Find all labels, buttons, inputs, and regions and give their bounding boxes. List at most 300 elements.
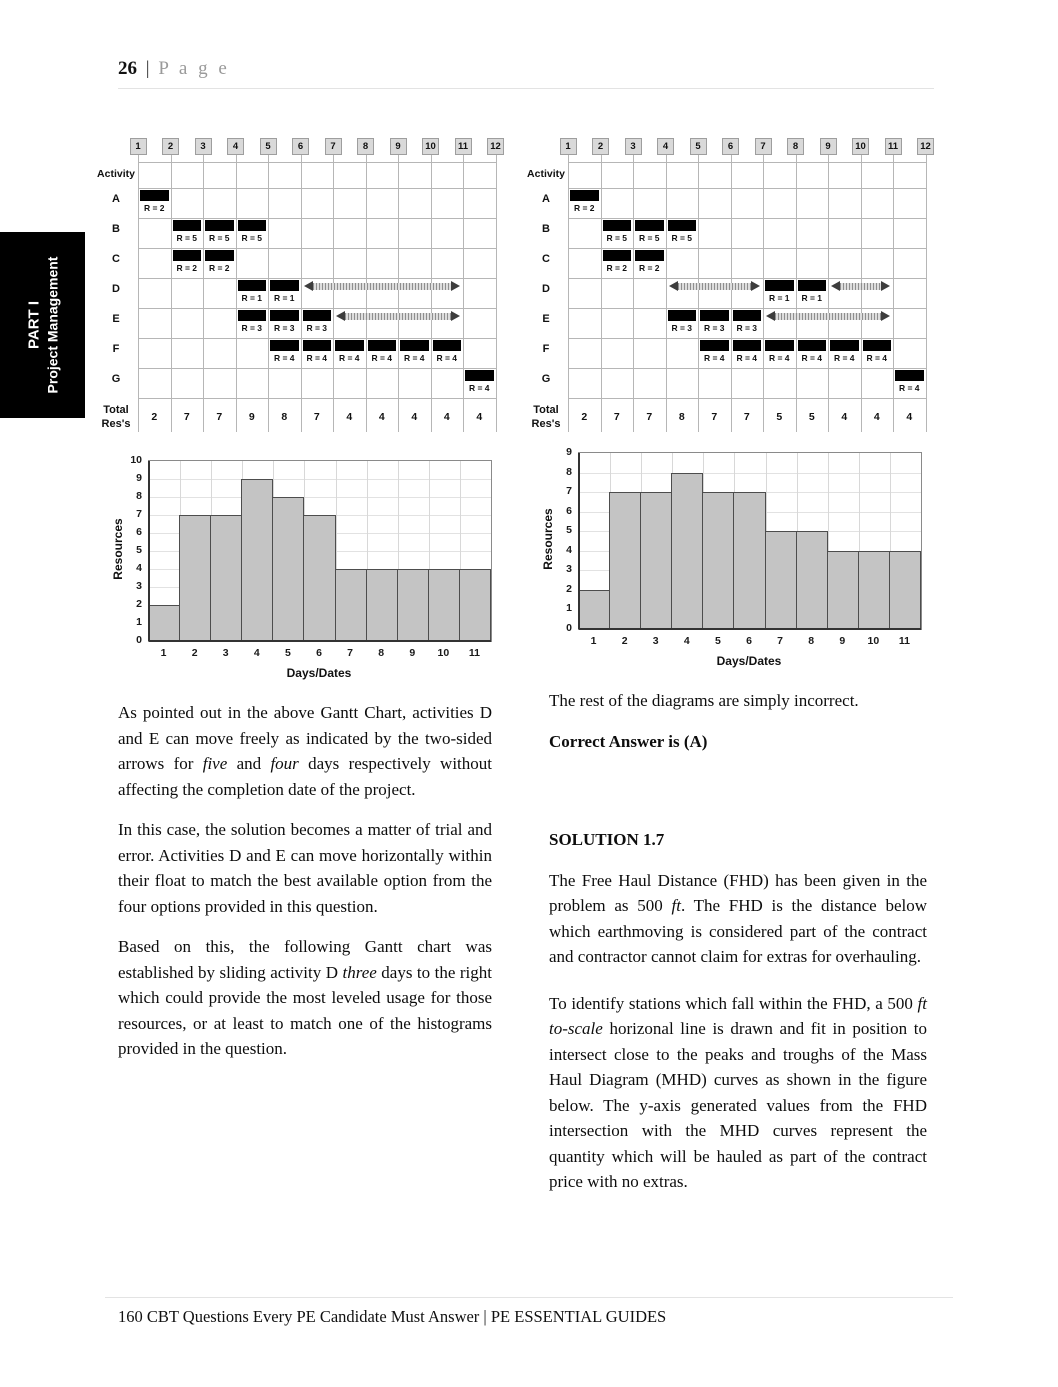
gantt-gridline-vertical [731,155,732,432]
gantt-bar-resource-label: R = 2 [204,263,235,273]
gantt-gridline-vertical [861,155,862,432]
gantt-bar-resource-label: R = 3 [699,323,730,333]
gantt-bar-resource-label: R = 1 [764,293,795,303]
gantt-activity-name: C [112,253,120,265]
gantt-bar-resource-label: R = 1 [797,293,828,303]
gantt-chart-original [94,136,516,436]
gantt-totals-label-line: Total [533,404,559,416]
y-axis-tick-label: 3 [136,580,142,592]
gantt-bar-resource-label: R = 4 [797,353,828,363]
histogram-bar [796,531,828,629]
gantt-day-label: 12 [917,138,934,155]
body-text: days to the right which could provide the most leveled usage for those resources, or at least to match one of the histograms provided in the question. [118,962,492,1058]
body-paragraph [118,700,492,802]
gantt-float-arrow [766,310,890,322]
gantt-gridline-vertical [828,155,829,432]
left-text-column [118,700,492,1077]
gantt-bar-segment [140,190,169,201]
gantt-activity-name: G [541,373,551,385]
arrow-right-head [751,281,760,291]
gantt-gridline-vertical [366,155,367,432]
body-text: In this case, the solution becomes a matter of trial and error. Activities D and E can move horizontally within their float to match the best available option from the four options provided in this question. [118,820,492,916]
gantt-activity-name: D [112,283,120,295]
gantt-total-value: 5 [776,411,783,423]
gantt-gridline-vertical [333,155,334,432]
x-axis-tick-label: 6 [746,635,752,647]
body-paragraph [118,934,492,1062]
body-text: Based on this, the following Gantt chart was established by sliding activity D [118,937,492,982]
y-axis-tick-label: 8 [136,490,142,502]
gantt-bar-segment [603,250,632,261]
gantt-bar-resource-label: R = 5 [634,233,665,243]
arrow-hatched-band [840,283,881,290]
gantt-bar-resource-label: R = 4 [699,353,730,363]
gantt-bar-resource-label: R = 2 [139,203,170,213]
histogram-bar [303,515,335,641]
gantt-activity-name: G [111,373,121,385]
gantt-gridline-horizontal [138,188,496,189]
gantt-totals-label-line: Total [103,404,129,416]
page-footer [105,1297,953,1327]
histogram-bar [827,551,859,629]
page-number: 26 [118,58,137,79]
y-axis-tick-label: 7 [566,485,572,498]
histogram-bar [397,569,429,641]
gantt-gridline-vertical [698,155,699,432]
histogram-bar [428,569,460,641]
x-axis-tick-label: 2 [191,647,198,659]
resource-histogram-original [96,450,508,695]
y-axis-tick-label: 5 [566,524,572,537]
arrow-left-head [766,311,775,321]
gantt-bar-resource-label: R = 4 [302,353,333,363]
gantt-bar-resource-label: R = 5 [204,233,235,243]
y-axis-tick-label: 5 [136,544,142,556]
gantt-bar-resource-label: R = 3 [667,323,698,333]
gantt-bar-segment [400,340,429,351]
gantt-activity-name: E [542,313,550,325]
x-axis-tick-label: 10 [437,647,450,659]
gantt-bar-segment [635,220,664,231]
gantt-activity-name: A [112,193,120,205]
gantt-bar-segment [635,250,664,261]
gantt-bar-segment [700,340,729,351]
gantt-bar-segment [733,340,762,351]
histogram-bar [702,492,734,629]
gantt-day-label: 8 [787,138,804,155]
x-axis-tick-label: 5 [714,635,721,647]
gantt-gridline-vertical [601,155,602,432]
gantt-day-label: 4 [657,138,674,155]
gantt-total-value: 7 [216,411,223,423]
gantt-totals-label [524,403,568,431]
gantt-day-label: 7 [325,138,342,155]
gantt-day-label: 9 [820,138,837,155]
gantt-bar-resource-label: R = 1 [269,293,300,303]
gantt-bar-segment [668,310,697,321]
gantt-bar-segment [570,190,599,201]
gantt-day-label: 3 [625,138,642,155]
gantt-bar-segment [270,310,299,321]
gantt-total-value: 4 [443,411,450,423]
gantt-bar-resource-label: R = 3 [732,323,763,333]
footer-text: 160 CBT Questions Every PE Candidate Must Answer | PE ESSENTIAL GUIDES [118,1307,667,1326]
italic-text: ft [671,896,681,915]
gantt-bar-resource-label: R = 2 [569,203,600,213]
histogram-bar [210,515,242,641]
gantt-total-value: 4 [476,411,483,423]
x-axis-tick-label: 9 [409,647,416,659]
body-text: horizonal line is drawn and fit in position to intersect close to the peaks and troughs of the Mass Haul Diagram (MHD) curves as shown in the figure below. The y-axis generated values from the FHD intersection with the MHD curves represent the quantity which will be hauled as part of the contract price with no extras. [549,1019,927,1191]
gantt-total-value: 7 [613,411,620,423]
x-axis-tick-label: 4 [683,635,690,647]
gantt-bar-resource-label: R = 2 [602,263,633,273]
y-axis-tick-label: 8 [566,465,572,478]
gantt-bar-segment [335,340,364,351]
gantt-totals-label-line: Res's [101,418,131,430]
y-axis-tick-label: 2 [566,582,572,595]
y-axis-tick-label: 6 [136,526,142,538]
y-axis-line [148,461,150,641]
histogram-plot-area [148,460,492,642]
gantt-total-value: 4 [411,411,418,423]
gantt-bar-segment [205,220,234,231]
gantt-totals-label-line: Res's [531,418,561,430]
gantt-activity-name: B [542,223,550,235]
gantt-bar-segment [303,310,332,321]
gantt-chart-leveled [524,136,946,436]
italic-text: four [270,754,299,773]
body-text: and [227,754,271,773]
gantt-day-label: 5 [690,138,707,155]
gantt-bar-segment [765,280,794,291]
gantt-bar-segment [603,220,632,231]
italic-text: three [342,962,377,982]
resource-histogram-leveled [526,442,938,687]
gantt-gridline-horizontal [568,248,926,249]
gantt-total-value: 7 [711,411,718,423]
gantt-day-label: 12 [487,138,504,155]
gantt-gridline-vertical [398,155,399,432]
gantt-day-label: 1 [560,138,577,155]
gantt-gridline-horizontal [138,278,496,279]
gantt-gridline-vertical [568,155,569,432]
gantt-day-label: 5 [260,138,277,155]
gantt-gridline-horizontal [138,338,496,339]
gantt-day-label: 4 [227,138,244,155]
x-axis-tick-label: 5 [284,647,291,659]
histogram-bar [640,492,672,629]
arrow-hatched-band [775,313,881,320]
histogram-bar [335,569,367,641]
histogram-gridline-horizontal [579,473,921,474]
gantt-gridline-horizontal [138,248,496,249]
y-axis-tick-label: 9 [136,472,142,484]
arrow-left-head [336,311,345,321]
gantt-total-value: 8 [678,411,685,423]
x-axis-tick-label: 9 [839,635,846,647]
header-divider: | [145,58,150,79]
arrow-right-head [881,311,890,321]
gantt-bar-segment [765,340,794,351]
gantt-activity-name: C [542,253,550,265]
gantt-total-value: 9 [248,411,255,423]
gantt-bar-segment [433,340,462,351]
gantt-activity-name: A [542,193,550,205]
gantt-bar-segment [863,340,892,351]
gantt-total-value: 4 [873,411,880,423]
gantt-bar-segment [700,310,729,321]
histogram-gridline-horizontal [149,497,491,498]
gantt-total-value: 5 [808,411,815,423]
gantt-day-label: 3 [195,138,212,155]
x-axis-tick-label: 7 [347,647,353,659]
histogram-bar [858,551,890,629]
x-axis-line [149,640,491,642]
gantt-totals-label [94,403,138,431]
gantt-total-value: 7 [313,411,320,423]
gantt-gridline-vertical [203,155,204,432]
gantt-total-value: 4 [841,411,848,423]
arrow-left-head [831,281,840,291]
histogram-bar [579,590,610,629]
gantt-activity-header: Activity [527,168,565,180]
gantt-bar-resource-label: R = 5 [172,233,203,243]
gantt-bar-resource-label: R = 4 [432,353,463,363]
gantt-gridline-horizontal [138,308,496,309]
gantt-total-value: 2 [151,411,158,423]
histogram-bar [671,473,703,629]
histogram-plot-area [578,452,922,630]
gantt-bar-segment [205,250,234,261]
x-axis-tick-label: 7 [777,635,783,647]
gantt-day-label: 9 [390,138,407,155]
y-axis-tick-label: 0 [566,622,572,634]
histogram-bar [179,515,211,641]
gantt-gridline-horizontal [568,338,926,339]
gantt-day-label: 7 [755,138,772,155]
histogram-bar [366,569,398,641]
italic-text: ft to-scale [549,993,927,1038]
gantt-total-value: 2 [581,411,588,423]
gantt-total-value: 7 [743,411,750,423]
gantt-gridline-vertical [496,155,497,432]
x-axis-tick-label: 2 [621,635,628,647]
histogram-bar [272,497,304,641]
gantt-total-value: 4 [906,411,913,423]
gantt-bar-segment [270,280,299,291]
gantt-gridline-vertical [171,155,172,432]
gantt-bar-segment [238,280,267,291]
gantt-bar-resource-label: R = 2 [634,263,665,273]
histogram-bar [149,605,180,641]
body-paragraph [118,817,492,919]
arrow-hatched-band [678,283,752,290]
gantt-bar-segment [830,340,859,351]
gantt-activity-name: E [112,313,120,325]
gantt-day-label: 10 [422,138,439,155]
gantt-bar-segment [465,370,494,381]
y-axis-line [578,453,580,629]
x-axis-tick-label: 1 [590,635,597,647]
gantt-total-value: 8 [281,411,288,423]
body-text: days respectively without affecting the completion date of the project. [118,754,492,799]
y-axis-tick-label: 6 [566,504,572,517]
gantt-bar-resource-label: R = 4 [399,353,430,363]
gantt-total-value: 4 [346,411,353,423]
paragraph-incorrect [549,688,927,714]
gantt-day-label: 8 [357,138,374,155]
gantt-day-label: 11 [455,138,472,155]
gantt-bar-resource-label: R = 4 [367,353,398,363]
gantt-gridline-vertical [926,155,927,432]
gantt-gridline-vertical [301,155,302,432]
gantt-bar-segment [733,310,762,321]
x-axis-tick-label: 11 [468,647,480,659]
gantt-bar-resource-label: R = 4 [894,383,925,393]
y-axis-tick-label: 7 [136,508,142,520]
y-axis-tick-label: 4 [136,562,142,574]
gantt-activity-name: D [542,283,550,295]
gantt-day-label: 11 [885,138,902,155]
gantt-bar-resource-label: R = 5 [237,233,268,243]
gantt-bar-resource-label: R = 2 [172,263,203,273]
histogram-bar [889,551,921,629]
correct-answer-line: Correct Answer is (A) [549,731,708,751]
x-axis-tick-label: 6 [316,647,322,659]
histogram-gridline-horizontal [149,479,491,480]
gantt-gridline-horizontal [568,368,926,369]
gantt-bar-segment [798,280,827,291]
gantt-gridline-horizontal [568,308,926,309]
gantt-total-value: 7 [183,411,190,423]
gantt-gridline-horizontal [568,188,926,189]
gantt-activity-name: F [112,343,120,355]
gantt-bar-segment [368,340,397,351]
arrow-hatched-band [313,283,452,290]
y-axis-tick-label: 3 [566,563,572,576]
arrow-right-head [451,281,460,291]
gantt-gridline-horizontal [138,398,496,399]
gantt-day-label: 2 [592,138,609,155]
part-sidebar-tab [0,232,85,418]
right-text-column [549,688,927,1210]
x-axis-tick-label: 8 [378,647,385,659]
body-text: The Free Haul Distance (FHD) has been given in the problem as 500 [549,870,927,915]
gantt-gridline-vertical [431,155,432,432]
x-axis-tick-label: 3 [652,635,659,647]
y-axis-tick-label: 9 [566,446,572,458]
solution-heading: SOLUTION 1.7 [549,830,665,849]
arrow-left-head [304,281,313,291]
spacer [549,769,927,827]
italic-text: five [202,754,228,773]
body-text: As pointed out in the above Gantt Chart, activities D and E can move freely as indicated by the two-sided arrows for [118,703,492,773]
gantt-bar-resource-label: R = 3 [302,323,333,333]
gantt-bar-resource-label: R = 1 [237,293,268,303]
gantt-bar-resource-label: R = 5 [667,233,698,243]
gantt-bar-resource-label: R = 4 [464,383,495,393]
histogram-bar [241,479,273,641]
x-axis-title: Days/Dates [716,654,782,668]
gantt-day-label: 10 [852,138,869,155]
gantt-day-label: 1 [130,138,147,155]
gantt-bar-resource-label: R = 4 [862,353,893,363]
y-axis-tick-label: 1 [136,616,142,628]
gantt-gridline-horizontal [138,368,496,369]
y-axis-tick-label: 1 [566,602,572,615]
x-axis-tick-label: 11 [898,635,910,647]
paragraph-identify [549,991,927,1195]
gantt-gridline-horizontal [138,162,496,163]
gantt-gridline-horizontal [138,218,496,219]
gantt-bar-segment [270,340,299,351]
part-sidebar-text [24,232,61,418]
gantt-bar-resource-label: R = 3 [269,323,300,333]
y-axis-tick-label: 10 [130,454,142,466]
y-axis-tick-label: 4 [566,543,572,556]
page-word: P a g e [158,58,230,79]
y-axis-tick-label: 2 [136,598,142,610]
gantt-day-label: 2 [162,138,179,155]
body-text: To identify stations which fall within the FHD, a 500 [549,993,918,1013]
arrow-right-head [881,281,890,291]
gantt-bar-resource-label: R = 4 [269,353,300,363]
x-axis-tick-label: 10 [867,635,880,647]
x-axis-title: Days/Dates [286,666,352,680]
body-text: The rest of the diagrams are simply incorrect. [549,691,859,710]
page-header [118,58,934,89]
gantt-bar-segment [895,370,924,381]
gantt-gridline-vertical [633,155,634,432]
x-axis-tick-label: 3 [222,647,229,659]
gantt-activity-name: B [112,223,120,235]
histogram-bar [459,569,491,641]
gantt-bar-segment [173,220,202,231]
part-label: PART I [25,300,42,350]
gantt-total-value: 4 [378,411,385,423]
y-axis-title: Resources [541,508,555,570]
arrow-left-head [669,281,678,291]
arrow-right-head [451,311,460,321]
paragraph-fhd [549,868,927,970]
x-axis-tick-label: 4 [253,647,260,659]
gantt-bar-resource-label: R = 3 [237,323,268,333]
gantt-bar-resource-label: R = 5 [602,233,633,243]
gantt-bar-segment [238,310,267,321]
gantt-gridline-horizontal [568,218,926,219]
gantt-day-label: 6 [722,138,739,155]
gantt-bar-resource-label: R = 4 [829,353,860,363]
gantt-total-value: 7 [646,411,653,423]
y-axis-title: Resources [111,518,125,580]
gantt-bar-segment [798,340,827,351]
gantt-day-label: 6 [292,138,309,155]
y-axis-tick-label: 0 [136,634,142,646]
gantt-float-arrow [831,280,890,292]
gantt-float-arrow [336,310,460,322]
x-axis-line [579,628,921,630]
histogram-bar [765,531,797,629]
gantt-gridline-vertical [138,155,139,432]
body-text: . The FHD is the distance below which earthmoving is considered part of the contract and contractor cannot claim for extras for overhauling. [549,896,927,966]
gantt-float-arrow [304,280,461,292]
part-subtitle: Project Management [44,256,60,394]
gantt-bar-segment [668,220,697,231]
x-axis-tick-label: 8 [808,635,815,647]
gantt-activity-header: Activity [97,168,135,180]
gantt-gridline-horizontal [568,162,926,163]
